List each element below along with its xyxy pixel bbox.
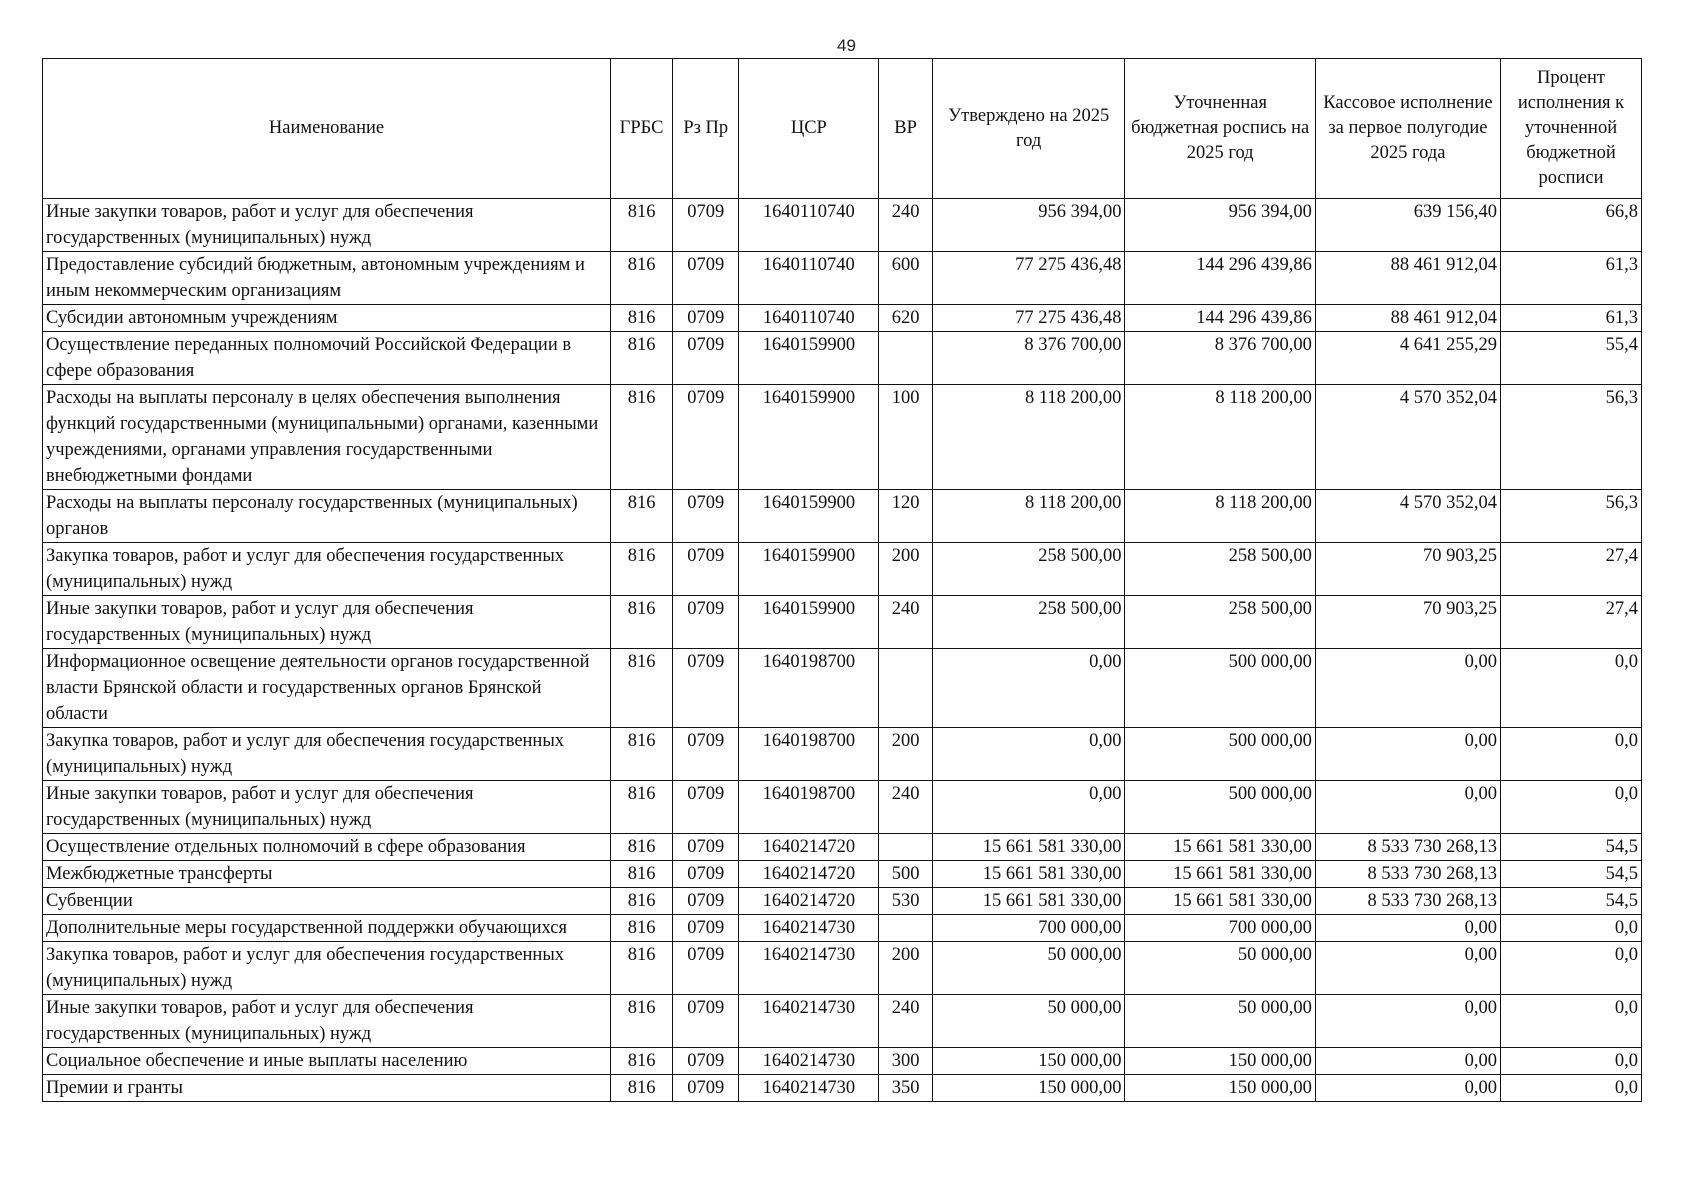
cell-grbs: 816 (611, 861, 673, 888)
cell-approved: 15 661 581 330,00 (932, 861, 1125, 888)
cell-approved: 77 275 436,48 (932, 252, 1125, 305)
cell-cash: 0,00 (1315, 1075, 1500, 1102)
cell-grbs: 816 (611, 942, 673, 995)
cell-rzpr: 0709 (673, 1048, 739, 1075)
cell-vr (879, 834, 933, 861)
header-name: Наименование (43, 59, 611, 199)
table-row (43, 199, 1642, 252)
cell-csr: 1640214720 (739, 834, 879, 861)
cell-cash: 0,00 (1315, 1048, 1500, 1075)
table-header (43, 59, 1642, 199)
cell-csr: 1640110740 (739, 305, 879, 332)
cell-vr: 240 (879, 596, 933, 649)
cell-vr: 600 (879, 252, 933, 305)
cell-rzpr: 0709 (673, 781, 739, 834)
cell-approved: 50 000,00 (932, 995, 1125, 1048)
table-row (43, 596, 1642, 649)
cell-rzpr: 0709 (673, 915, 739, 942)
cell-name: Субвенции (43, 888, 611, 915)
table-row (43, 1075, 1642, 1102)
cell-csr: 1640198700 (739, 781, 879, 834)
header-percent: Процент исполнения к уточненной бюджетной росписи (1500, 59, 1641, 199)
cell-rzpr: 0709 (673, 649, 739, 728)
cell-vr: 240 (879, 781, 933, 834)
table-row (43, 543, 1642, 596)
cell-csr: 1640214720 (739, 861, 879, 888)
table-row (43, 332, 1642, 385)
cell-grbs: 816 (611, 915, 673, 942)
table-row (43, 728, 1642, 781)
cell-cash: 8 533 730 268,13 (1315, 861, 1500, 888)
page-number: 49 (837, 36, 856, 55)
table-row (43, 861, 1642, 888)
cell-name: Осуществление отдельных полномочий в сфере образования (43, 834, 611, 861)
cell-csr: 1640214730 (739, 1048, 879, 1075)
cell-csr: 1640198700 (739, 649, 879, 728)
cell-cash: 0,00 (1315, 995, 1500, 1048)
cell-name: Осуществление переданных полномочий Российской Федерации в сфере образования (43, 332, 611, 385)
cell-rzpr: 0709 (673, 543, 739, 596)
cell-name: Премии и гранты (43, 1075, 611, 1102)
table-row (43, 888, 1642, 915)
cell-cash: 639 156,40 (1315, 199, 1500, 252)
cell-vr: 620 (879, 305, 933, 332)
cell-grbs: 816 (611, 781, 673, 834)
cell-percent: 56,3 (1500, 385, 1641, 490)
cell-percent: 0,0 (1500, 649, 1641, 728)
cell-percent: 61,3 (1500, 305, 1641, 332)
cell-grbs: 816 (611, 332, 673, 385)
cell-approved: 77 275 436,48 (932, 305, 1125, 332)
cell-approved: 0,00 (932, 728, 1125, 781)
cell-refined: 258 500,00 (1125, 543, 1315, 596)
cell-csr: 1640110740 (739, 199, 879, 252)
cell-name: Социальное обеспечение и иные выплаты населению (43, 1048, 611, 1075)
cell-refined: 150 000,00 (1125, 1048, 1315, 1075)
cell-cash: 88 461 912,04 (1315, 252, 1500, 305)
cell-vr (879, 649, 933, 728)
cell-name: Иные закупки товаров, работ и услуг для обеспечения государственных (муниципальных) нужд (43, 995, 611, 1048)
cell-cash: 4 570 352,04 (1315, 385, 1500, 490)
table-row (43, 490, 1642, 543)
cell-rzpr: 0709 (673, 252, 739, 305)
cell-name: Иные закупки товаров, работ и услуг для обеспечения государственных (муниципальных) нужд (43, 596, 611, 649)
cell-rzpr: 0709 (673, 888, 739, 915)
cell-name: Закупка товаров, работ и услуг для обеспечения государственных (муниципальных) нужд (43, 728, 611, 781)
cell-percent: 54,5 (1500, 834, 1641, 861)
cell-csr: 1640159900 (739, 596, 879, 649)
cell-vr: 200 (879, 728, 933, 781)
cell-vr: 350 (879, 1075, 933, 1102)
cell-rzpr: 0709 (673, 305, 739, 332)
cell-approved: 15 661 581 330,00 (932, 834, 1125, 861)
header-vr: ВР (879, 59, 933, 199)
cell-vr: 200 (879, 942, 933, 995)
cell-vr: 120 (879, 490, 933, 543)
cell-percent: 0,0 (1500, 728, 1641, 781)
table-row (43, 834, 1642, 861)
cell-approved: 150 000,00 (932, 1048, 1125, 1075)
cell-name: Расходы на выплаты персоналу в целях обеспечения выполнения функций государственными (муниципальными) органами, казенными учреждениями, органами управления государственными внебюджетными фондами (43, 385, 611, 490)
cell-grbs: 816 (611, 305, 673, 332)
cell-rzpr: 0709 (673, 490, 739, 543)
cell-vr: 240 (879, 199, 933, 252)
cell-csr: 1640159900 (739, 543, 879, 596)
cell-cash: 8 533 730 268,13 (1315, 888, 1500, 915)
cell-vr: 240 (879, 995, 933, 1048)
cell-approved: 0,00 (932, 649, 1125, 728)
cell-percent: 0,0 (1500, 942, 1641, 995)
cell-percent: 0,0 (1500, 1075, 1641, 1102)
cell-name: Межбюджетные трансферты (43, 861, 611, 888)
cell-grbs: 816 (611, 543, 673, 596)
cell-grbs: 816 (611, 199, 673, 252)
cell-refined: 8 118 200,00 (1125, 490, 1315, 543)
cell-name: Закупка товаров, работ и услуг для обеспечения государственных (муниципальных) нужд (43, 942, 611, 995)
cell-grbs: 816 (611, 1075, 673, 1102)
cell-percent: 0,0 (1500, 915, 1641, 942)
cell-refined: 50 000,00 (1125, 942, 1315, 995)
cell-vr: 100 (879, 385, 933, 490)
cell-cash: 0,00 (1315, 915, 1500, 942)
cell-csr: 1640214730 (739, 1075, 879, 1102)
cell-grbs: 816 (611, 888, 673, 915)
cell-csr: 1640214730 (739, 915, 879, 942)
cell-rzpr: 0709 (673, 385, 739, 490)
cell-name: Информационное освещение деятельности органов государственной власти Брянской области и государственных органов Брянской области (43, 649, 611, 728)
cell-refined: 8 376 700,00 (1125, 332, 1315, 385)
cell-refined: 500 000,00 (1125, 728, 1315, 781)
cell-approved: 50 000,00 (932, 942, 1125, 995)
header-csr: ЦСР (739, 59, 879, 199)
cell-rzpr: 0709 (673, 861, 739, 888)
cell-refined: 50 000,00 (1125, 995, 1315, 1048)
cell-percent: 54,5 (1500, 888, 1641, 915)
cell-approved: 956 394,00 (932, 199, 1125, 252)
cell-percent: 27,4 (1500, 596, 1641, 649)
cell-name: Предоставление субсидий бюджетным, автономным учреждениям и иным некоммерческим организациям (43, 252, 611, 305)
cell-cash: 0,00 (1315, 728, 1500, 781)
cell-approved: 0,00 (932, 781, 1125, 834)
table-row (43, 995, 1642, 1048)
cell-grbs: 816 (611, 490, 673, 543)
cell-approved: 8 376 700,00 (932, 332, 1125, 385)
table-row (43, 385, 1642, 490)
cell-grbs: 816 (611, 596, 673, 649)
cell-refined: 144 296 439,86 (1125, 252, 1315, 305)
cell-grbs: 816 (611, 995, 673, 1048)
cell-cash: 4 570 352,04 (1315, 490, 1500, 543)
cell-refined: 15 661 581 330,00 (1125, 834, 1315, 861)
cell-refined: 956 394,00 (1125, 199, 1315, 252)
cell-vr: 200 (879, 543, 933, 596)
cell-refined: 15 661 581 330,00 (1125, 888, 1315, 915)
table-row (43, 305, 1642, 332)
cell-rzpr: 0709 (673, 728, 739, 781)
cell-csr: 1640110740 (739, 252, 879, 305)
cell-csr: 1640214730 (739, 942, 879, 995)
cell-grbs: 816 (611, 1048, 673, 1075)
cell-name: Дополнительные меры государственной поддержки обучающихся (43, 915, 611, 942)
cell-cash: 0,00 (1315, 781, 1500, 834)
budget-table (42, 58, 1642, 1102)
cell-csr: 1640214720 (739, 888, 879, 915)
cell-vr: 300 (879, 1048, 933, 1075)
cell-approved: 15 661 581 330,00 (932, 888, 1125, 915)
cell-approved: 8 118 200,00 (932, 490, 1125, 543)
header-cash: Кассовое исполнение за первое полугодие 2025 года (1315, 59, 1500, 199)
cell-grbs: 816 (611, 649, 673, 728)
cell-grbs: 816 (611, 834, 673, 861)
header-rzpr: Рз Пр (673, 59, 739, 199)
cell-csr: 1640214730 (739, 995, 879, 1048)
cell-percent: 66,8 (1500, 199, 1641, 252)
cell-csr: 1640159900 (739, 332, 879, 385)
cell-approved: 700 000,00 (932, 915, 1125, 942)
cell-approved: 258 500,00 (932, 543, 1125, 596)
cell-refined: 500 000,00 (1125, 649, 1315, 728)
cell-cash: 4 641 255,29 (1315, 332, 1500, 385)
cell-refined: 700 000,00 (1125, 915, 1315, 942)
cell-vr (879, 915, 933, 942)
cell-approved: 258 500,00 (932, 596, 1125, 649)
cell-name: Расходы на выплаты персоналу государственных (муниципальных) органов (43, 490, 611, 543)
cell-name: Закупка товаров, работ и услуг для обеспечения государственных (муниципальных) нужд (43, 543, 611, 596)
cell-grbs: 816 (611, 252, 673, 305)
cell-rzpr: 0709 (673, 1075, 739, 1102)
cell-refined: 8 118 200,00 (1125, 385, 1315, 490)
cell-rzpr: 0709 (673, 942, 739, 995)
cell-rzpr: 0709 (673, 199, 739, 252)
table-row (43, 942, 1642, 995)
cell-percent: 0,0 (1500, 1048, 1641, 1075)
cell-percent: 61,3 (1500, 252, 1641, 305)
cell-cash: 88 461 912,04 (1315, 305, 1500, 332)
cell-csr: 1640159900 (739, 490, 879, 543)
cell-vr: 500 (879, 861, 933, 888)
cell-refined: 15 661 581 330,00 (1125, 861, 1315, 888)
cell-cash: 0,00 (1315, 942, 1500, 995)
cell-grbs: 816 (611, 728, 673, 781)
cell-refined: 500 000,00 (1125, 781, 1315, 834)
header-approved: Утверждено на 2025 год (932, 59, 1125, 199)
cell-rzpr: 0709 (673, 596, 739, 649)
cell-csr: 1640198700 (739, 728, 879, 781)
table-row (43, 649, 1642, 728)
cell-percent: 56,3 (1500, 490, 1641, 543)
cell-percent: 54,5 (1500, 861, 1641, 888)
cell-refined: 150 000,00 (1125, 1075, 1315, 1102)
cell-cash: 70 903,25 (1315, 596, 1500, 649)
cell-name: Иные закупки товаров, работ и услуг для обеспечения государственных (муниципальных) нужд (43, 199, 611, 252)
cell-percent: 27,4 (1500, 543, 1641, 596)
cell-refined: 144 296 439,86 (1125, 305, 1315, 332)
cell-approved: 8 118 200,00 (932, 385, 1125, 490)
table-row (43, 1048, 1642, 1075)
table-row (43, 915, 1642, 942)
cell-rzpr: 0709 (673, 995, 739, 1048)
cell-percent: 0,0 (1500, 995, 1641, 1048)
table-body (43, 199, 1642, 1102)
header-grbs: ГРБС (611, 59, 673, 199)
header-refined: Уточненная бюджетная роспись на 2025 год (1125, 59, 1315, 199)
cell-cash: 8 533 730 268,13 (1315, 834, 1500, 861)
cell-name: Субсидии автономным учреждениям (43, 305, 611, 332)
cell-percent: 0,0 (1500, 781, 1641, 834)
cell-percent: 55,4 (1500, 332, 1641, 385)
cell-cash: 70 903,25 (1315, 543, 1500, 596)
cell-csr: 1640159900 (739, 385, 879, 490)
cell-approved: 150 000,00 (932, 1075, 1125, 1102)
cell-grbs: 816 (611, 385, 673, 490)
cell-vr: 530 (879, 888, 933, 915)
cell-cash: 0,00 (1315, 649, 1500, 728)
cell-rzpr: 0709 (673, 332, 739, 385)
cell-name: Иные закупки товаров, работ и услуг для обеспечения государственных (муниципальных) нужд (43, 781, 611, 834)
cell-refined: 258 500,00 (1125, 596, 1315, 649)
table-row (43, 781, 1642, 834)
table-row (43, 252, 1642, 305)
cell-rzpr: 0709 (673, 834, 739, 861)
cell-vr (879, 332, 933, 385)
